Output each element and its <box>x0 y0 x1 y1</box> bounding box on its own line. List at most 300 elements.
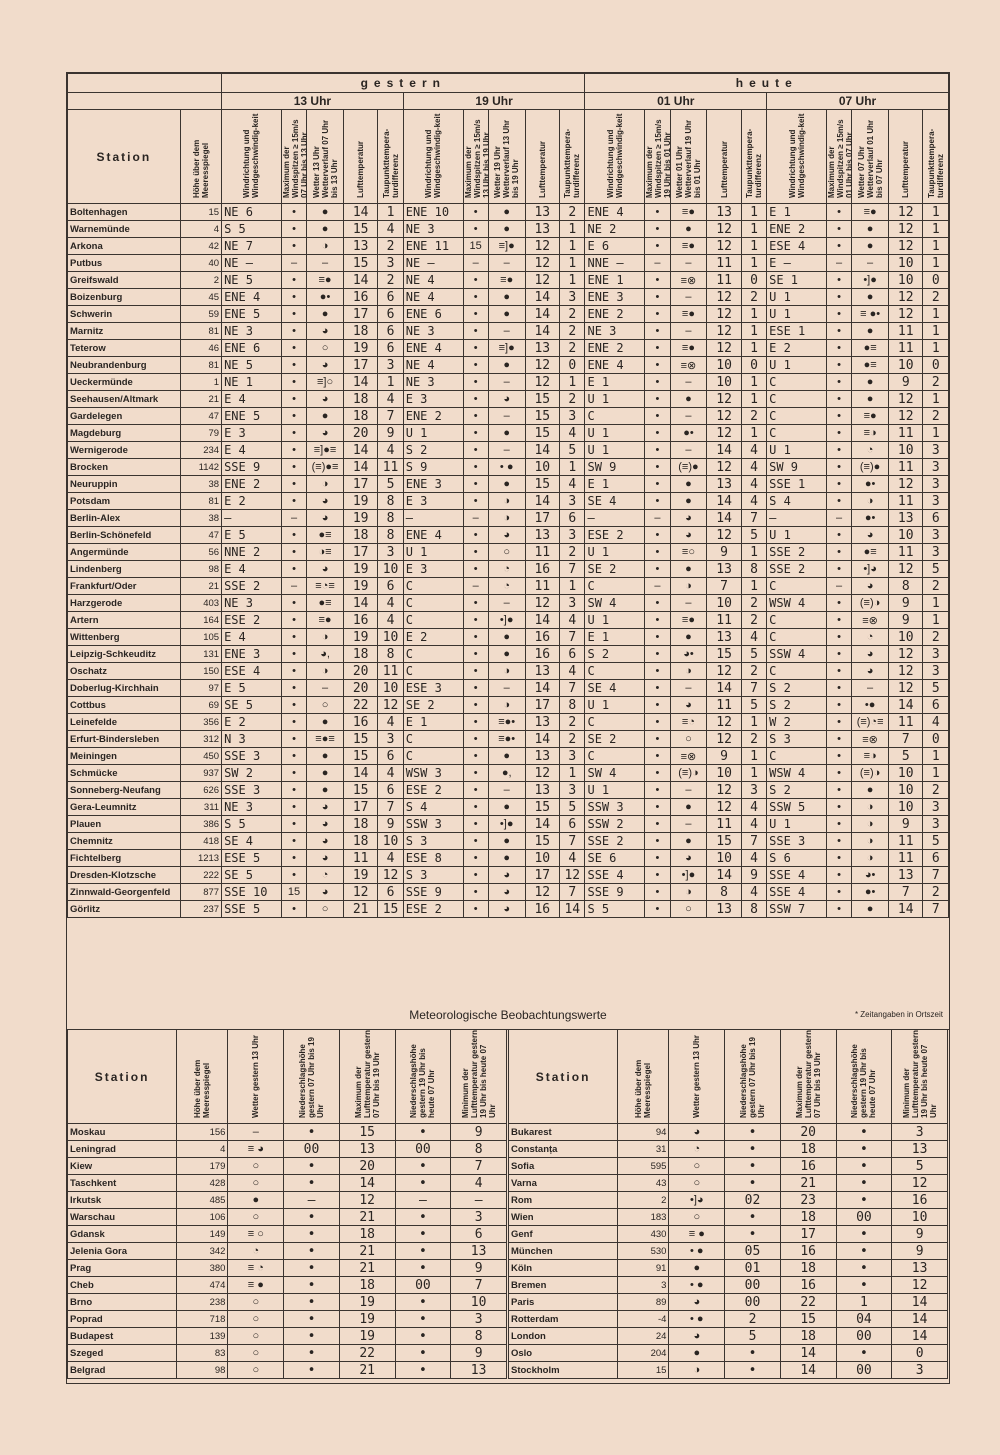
dewpoint-value: 1 <box>560 765 585 782</box>
dewpoint-value: 2 <box>378 238 403 255</box>
wind-value: E 1 <box>767 204 827 221</box>
temperature-value: 12 <box>707 799 741 816</box>
altitude-value: 91 <box>618 1260 669 1277</box>
value-cell: 18 <box>339 1226 395 1243</box>
wind-value: SSE 9 <box>403 884 463 901</box>
temperature-value: 18 <box>343 323 377 340</box>
temperature-value: 15 <box>525 833 559 850</box>
altitude-value: 45 <box>180 289 221 306</box>
value-cell: • <box>836 1175 892 1192</box>
temperature-value: 18 <box>343 816 377 833</box>
temperature-value: 11 <box>707 272 741 289</box>
wind-value: SSE 2 <box>585 833 645 850</box>
dewpoint-value: 1 <box>741 765 766 782</box>
temperature-value: 15 <box>343 748 377 765</box>
dewpoint-value: 1 <box>923 425 949 442</box>
time-note: * Zeitangaben in Ortszeit <box>854 1010 943 1019</box>
gust-value: • <box>826 374 851 391</box>
temperature-value: 14 <box>343 374 377 391</box>
weather-header <box>307 110 344 204</box>
gust-value: • <box>463 476 488 493</box>
wind-value: S 2 <box>585 646 645 663</box>
wind-header-text: Windrichtung und Windgeschwindig-keit <box>605 113 624 198</box>
altitude-value: 403 <box>180 595 221 612</box>
value-cell: 6 <box>451 1226 507 1243</box>
weather-symbol: ◕ <box>669 1328 725 1345</box>
value-cell: • <box>284 1362 340 1379</box>
weather-symbol: ≡ ◕ <box>228 1141 284 1158</box>
table-row <box>68 289 949 306</box>
wind-value: SSE 10 <box>222 884 282 901</box>
table-row <box>68 1192 507 1209</box>
gust-value: • <box>463 374 488 391</box>
wind-value: C <box>403 612 463 629</box>
temperature-value: 12 <box>707 425 741 442</box>
temperature-value: 15 <box>343 782 377 799</box>
weather-symbol: ◔ <box>488 578 525 595</box>
dewpoint-value: 1 <box>741 714 766 731</box>
station-name: Gardelegen <box>68 408 181 425</box>
wind-value: ENE 2 <box>585 306 645 323</box>
temperature-value: 12 <box>525 595 559 612</box>
weather-symbol: ◕ <box>670 697 707 714</box>
intl-header-text: Niederschlagshöhe gestern 07 Uhr bis 19 Uhr <box>297 1037 325 1118</box>
wind-value: SSW 3 <box>403 816 463 833</box>
wind-value: SSE 9 <box>585 884 645 901</box>
weather-symbol: ○ <box>228 1294 284 1311</box>
temperature-value: 12 <box>707 408 741 425</box>
gust-value: • <box>826 731 851 748</box>
temperature-value: 16 <box>343 714 377 731</box>
dewpoint-value: 3 <box>378 357 403 374</box>
temperature-value: 14 <box>707 510 741 527</box>
gust-value: • <box>281 340 306 357</box>
altitude-value: 3 <box>618 1277 669 1294</box>
dewpoint-value: 4 <box>378 221 403 238</box>
dewpoint-value: 1 <box>923 595 949 612</box>
gust-value: • <box>463 272 488 289</box>
dewpoint-header-text: Taupunkttempera-turdifferenz <box>381 128 400 198</box>
value-cell: • <box>836 1226 892 1243</box>
value-cell: • <box>395 1158 451 1175</box>
temperature-value: 20 <box>343 680 377 697</box>
altitude-value: 237 <box>180 901 221 918</box>
value-cell: 0 <box>892 1345 948 1362</box>
gust-value: • <box>463 816 488 833</box>
weather-symbol: •]● <box>852 272 889 289</box>
wind-value: C <box>403 646 463 663</box>
gust-value: • <box>281 425 306 442</box>
temperature-value: 12 <box>525 884 559 901</box>
gust-value: – <box>645 578 670 595</box>
temperature-value: 10 <box>888 272 922 289</box>
altitude-value: 1 <box>180 374 221 391</box>
wind-value: C <box>767 612 827 629</box>
wind-value: – <box>585 510 645 527</box>
station-name: Genf <box>509 1226 618 1243</box>
temperature-value: 11 <box>707 255 741 272</box>
dewpoint-value: 3 <box>923 527 949 544</box>
weather-symbol: ● <box>852 221 889 238</box>
station-name: Ueckermünde <box>68 374 181 391</box>
altitude-value: 156 <box>177 1124 228 1141</box>
altitude-value: 149 <box>177 1226 228 1243</box>
weather-symbol: ◑ <box>852 799 889 816</box>
altitude-value: 105 <box>180 629 221 646</box>
gust-value: • <box>645 459 670 476</box>
value-cell: 8 <box>451 1141 507 1158</box>
dewpoint-value: 3 <box>923 646 949 663</box>
gust-value: • <box>281 238 306 255</box>
value-cell: 9 <box>451 1345 507 1362</box>
weather-header-text: Wetter 19 Uhr Wetterverlauf 13 Uhr bis 19 Uhr <box>493 119 521 198</box>
station-name: Dresden-Klotzsche <box>68 867 181 884</box>
value-cell: 21 <box>780 1175 836 1192</box>
gust-header-text: Maximum der Windspitzen ≥ 15m/s 19 Uhr bis 01 Uhr <box>645 119 673 198</box>
weather-symbol: ● <box>852 238 889 255</box>
weather-symbol: ○ <box>228 1175 284 1192</box>
gust-header-text: Maximum der Windspitzen ≥ 15m/s 01 Uhr bis 07 Uhr <box>826 119 854 198</box>
weather-symbol: ●• <box>852 884 889 901</box>
dewpoint-value: 3 <box>923 442 949 459</box>
dewpoint-value: 4 <box>378 765 403 782</box>
station-name: Berlin-Alex <box>68 510 181 527</box>
intl-header-text: Niederschlagshöhe gestern 07 Uhr bis 19 Uhr <box>738 1037 766 1118</box>
altitude-value: 21 <box>180 578 221 595</box>
wind-value: U 1 <box>767 289 827 306</box>
wind-value: SE 2 <box>403 697 463 714</box>
wind-value: NE – <box>222 255 282 272</box>
weather-symbol: ≡● <box>852 408 889 425</box>
dewpoint-value: 2 <box>923 884 949 901</box>
temperature-value: 15 <box>707 646 741 663</box>
weather-symbol: ● <box>307 714 344 731</box>
altitude-value: 98 <box>180 561 221 578</box>
weather-symbol: • ● <box>669 1243 725 1260</box>
weather-symbol: ● <box>669 1260 725 1277</box>
wind-header <box>767 110 827 204</box>
wind-value: C <box>403 731 463 748</box>
gust-header <box>463 110 491 204</box>
weather-symbol: ●• <box>307 289 344 306</box>
temperature-value: 12 <box>888 221 922 238</box>
weather-symbol: ◑≡ <box>307 544 344 561</box>
gust-value: • <box>826 459 851 476</box>
table-row <box>68 272 949 289</box>
dewpoint-value: 3 <box>560 782 585 799</box>
temperature-value: 12 <box>707 306 741 323</box>
gust-value: 15 <box>463 238 488 255</box>
wind-value: E 4 <box>222 391 282 408</box>
altitude-value: 81 <box>180 323 221 340</box>
wind-value: SSE 2 <box>767 561 827 578</box>
wind-value: SSW 2 <box>585 816 645 833</box>
dewpoint-value: 3 <box>923 544 949 561</box>
temperature-value: 20 <box>343 425 377 442</box>
temperature-value: 10 <box>707 765 741 782</box>
value-cell: 14 <box>892 1294 948 1311</box>
weather-symbol: ● <box>670 493 707 510</box>
gust-value: • <box>281 714 306 731</box>
value-cell: 3 <box>451 1311 507 1328</box>
weather-symbol: ○ <box>228 1328 284 1345</box>
dewpoint-value: 8 <box>378 510 403 527</box>
temperature-value: 17 <box>343 357 377 374</box>
temperature-value: 12 <box>707 731 741 748</box>
temperature-value: 18 <box>343 391 377 408</box>
gust-value: • <box>826 850 851 867</box>
gust-value: • <box>826 476 851 493</box>
dewpoint-value: 0 <box>923 357 949 374</box>
weather-symbol: •]● <box>488 612 525 629</box>
temperature-value: 15 <box>343 221 377 238</box>
value-cell: • <box>725 1124 781 1141</box>
value-cell: 9 <box>892 1226 948 1243</box>
altitude-value: 718 <box>177 1311 228 1328</box>
dewpoint-value: 7 <box>741 510 766 527</box>
value-cell: 7 <box>451 1158 507 1175</box>
dewpoint-value: 0 <box>741 357 766 374</box>
weather-symbol: – <box>488 782 525 799</box>
wind-value: NE 1 <box>222 374 282 391</box>
value-cell: 00 <box>836 1328 892 1345</box>
gust-value: • <box>463 697 488 714</box>
table-row <box>68 238 949 255</box>
wind-value: C <box>403 748 463 765</box>
altitude-value: 59 <box>180 306 221 323</box>
station-name: Erfurt-Bindersleben <box>68 731 181 748</box>
dewpoint-value: 3 <box>560 748 585 765</box>
gust-value: • <box>645 867 670 884</box>
table-row <box>509 1277 948 1294</box>
dewpoint-value: 4 <box>741 459 766 476</box>
dewpoint-value: 7 <box>560 629 585 646</box>
temperature-header <box>525 110 559 204</box>
dewpoint-value: 2 <box>923 289 949 306</box>
weather-header <box>852 110 889 204</box>
temperature-value: 14 <box>343 272 377 289</box>
gust-value: • <box>826 442 851 459</box>
value-cell: • <box>725 1362 781 1379</box>
temperature-value: 14 <box>343 459 377 476</box>
temperature-value: 14 <box>707 442 741 459</box>
intl-header <box>618 1030 669 1124</box>
time-header: 13 Uhr <box>222 93 404 110</box>
value-cell: 00 <box>395 1277 451 1294</box>
station-name: Berlin-Schönefeld <box>68 527 181 544</box>
weather-symbol: ≡⊗ <box>852 612 889 629</box>
altitude-value: 38 <box>180 510 221 527</box>
wind-value: ENE 1 <box>585 272 645 289</box>
weather-symbol: ●• <box>852 476 889 493</box>
gust-value: • <box>281 680 306 697</box>
gust-value: • <box>281 901 306 918</box>
weather-symbol: (≡)●≡ <box>307 459 344 476</box>
wind-value: E 2 <box>767 340 827 357</box>
dewpoint-value: 1 <box>923 765 949 782</box>
dewpoint-value: 3 <box>923 493 949 510</box>
station-name: Poprad <box>68 1311 177 1328</box>
wind-value: S 2 <box>767 782 827 799</box>
dewpoint-value: 4 <box>378 442 403 459</box>
value-cell: • <box>284 1158 340 1175</box>
station-name: Zinnwald-Georgenfeld <box>68 884 181 901</box>
temperature-value: 15 <box>707 833 741 850</box>
gust-value: • <box>281 527 306 544</box>
altitude-value: 56 <box>180 544 221 561</box>
temperature-value: 14 <box>525 306 559 323</box>
altitude-value: 1213 <box>180 850 221 867</box>
blank-header <box>68 74 222 93</box>
station-name: Gdansk <box>68 1226 177 1243</box>
gust-value: • <box>826 612 851 629</box>
weather-symbol: ≡● <box>670 340 707 357</box>
altitude-value: 21 <box>180 391 221 408</box>
weather-symbol: ○ <box>669 1175 725 1192</box>
weather-symbol: ● <box>488 425 525 442</box>
station-name: Magdeburg <box>68 425 181 442</box>
temperature-value: 12 <box>888 238 922 255</box>
table-row <box>68 561 949 578</box>
dewpoint-value: 1 <box>923 748 949 765</box>
temperature-value: 14 <box>525 493 559 510</box>
weather-symbol: ◑ <box>488 510 525 527</box>
weather-symbol: – <box>670 255 707 272</box>
altitude-value: 312 <box>180 731 221 748</box>
wind-value: ESE 4 <box>767 238 827 255</box>
value-cell: • <box>284 1311 340 1328</box>
dewpoint-value: 4 <box>560 425 585 442</box>
value-cell: • <box>395 1175 451 1192</box>
altitude-value: 380 <box>177 1260 228 1277</box>
wind-value: E 4 <box>222 561 282 578</box>
temperature-value: 17 <box>343 799 377 816</box>
dewpoint-value: 2 <box>923 782 949 799</box>
station-name: Angermünde <box>68 544 181 561</box>
weather-symbol: ● <box>852 782 889 799</box>
value-cell: 22 <box>780 1294 836 1311</box>
temperature-value: 12 <box>888 476 922 493</box>
wind-value: NE 5 <box>222 357 282 374</box>
dewpoint-value: 3 <box>560 408 585 425</box>
gust-value: • <box>826 816 851 833</box>
weather-sheet <box>66 72 950 1384</box>
value-cell: 22 <box>339 1345 395 1362</box>
station-name: Doberlug-Kirchhain <box>68 680 181 697</box>
temperature-value: 12 <box>525 357 559 374</box>
weather-symbol: ≡⊗ <box>670 357 707 374</box>
weather-symbol: ◕ <box>852 527 889 544</box>
station-name: Kiew <box>68 1158 177 1175</box>
wind-value: ESE 8 <box>403 850 463 867</box>
table-row <box>509 1243 948 1260</box>
value-cell: 00 <box>725 1294 781 1311</box>
gust-value: • <box>281 306 306 323</box>
dewpoint-value: 5 <box>560 442 585 459</box>
weather-symbol: ≡ ○ <box>228 1226 284 1243</box>
weather-symbol: ◕ <box>670 510 707 527</box>
temperature-value: 14 <box>525 289 559 306</box>
station-name: Schmücke <box>68 765 181 782</box>
dewpoint-value: 1 <box>560 272 585 289</box>
station-name: Rom <box>509 1192 618 1209</box>
weather-symbol: ◑ <box>307 476 344 493</box>
dewpoint-value: 12 <box>560 867 585 884</box>
gust-value: • <box>645 442 670 459</box>
dewpoint-value: 1 <box>923 221 949 238</box>
dewpoint-value: 3 <box>560 289 585 306</box>
station-name: Gera-Leumnitz <box>68 799 181 816</box>
table-row <box>68 663 949 680</box>
temperature-value: 11 <box>525 544 559 561</box>
gust-value: • <box>281 765 306 782</box>
intl-header <box>669 1030 725 1124</box>
wind-value: E 1 <box>585 629 645 646</box>
dewpoint-value: 1 <box>560 374 585 391</box>
weather-symbol: ● <box>228 1192 284 1209</box>
dewpoint-value: 1 <box>741 391 766 408</box>
temperature-value: 12 <box>888 561 922 578</box>
wind-value: E 5 <box>222 527 282 544</box>
weather-symbol: ◕ <box>307 323 344 340</box>
table-row <box>68 255 949 272</box>
wind-value: E 3 <box>403 391 463 408</box>
value-cell: 1 <box>836 1294 892 1311</box>
wind-value: C <box>403 663 463 680</box>
gust-value: • <box>281 204 306 221</box>
temperature-value: 17 <box>343 476 377 493</box>
table-row <box>68 1362 507 1379</box>
dewpoint-value: 12 <box>378 867 403 884</box>
weather-symbol: ● <box>488 629 525 646</box>
value-cell: 9 <box>451 1124 507 1141</box>
altitude-value: 31 <box>618 1141 669 1158</box>
dewpoint-value: 2 <box>560 340 585 357</box>
intl-header-text: Maximum der Lufttemperatur gestern 07 Uhr bis 19 Uhr <box>794 1029 822 1118</box>
weather-symbol: ● <box>852 323 889 340</box>
value-cell: • <box>284 1209 340 1226</box>
wind-header <box>222 110 282 204</box>
altitude-value: 97 <box>180 680 221 697</box>
weather-symbol: ◕ <box>488 391 525 408</box>
temperature-value: 12 <box>525 374 559 391</box>
table-row <box>68 1277 507 1294</box>
weather-symbol: ◕ <box>307 884 344 901</box>
gust-value: • <box>463 663 488 680</box>
temperature-value: 11 <box>888 425 922 442</box>
table-row <box>509 1345 948 1362</box>
weather-symbol: ≡ ● <box>228 1277 284 1294</box>
dewpoint-value: 10 <box>378 833 403 850</box>
wind-value: U 1 <box>585 391 645 408</box>
temperature-value: 10 <box>707 374 741 391</box>
altitude-value: 106 <box>177 1209 228 1226</box>
value-cell: 4 <box>451 1175 507 1192</box>
weather-symbol: ◔ <box>228 1243 284 1260</box>
table-row <box>68 408 949 425</box>
temperature-value: 13 <box>525 714 559 731</box>
temperature-value: 10 <box>888 527 922 544</box>
weather-symbol: ≡]○ <box>307 374 344 391</box>
dewpoint-value: 8 <box>560 697 585 714</box>
gust-value: • <box>645 612 670 629</box>
wind-value: NE 4 <box>403 272 463 289</box>
wind-value: U 1 <box>585 612 645 629</box>
station-name: Teterow <box>68 340 181 357</box>
time-header: 19 Uhr <box>403 93 585 110</box>
wind-value: ENE 2 <box>767 221 827 238</box>
gust-value: • <box>826 527 851 544</box>
